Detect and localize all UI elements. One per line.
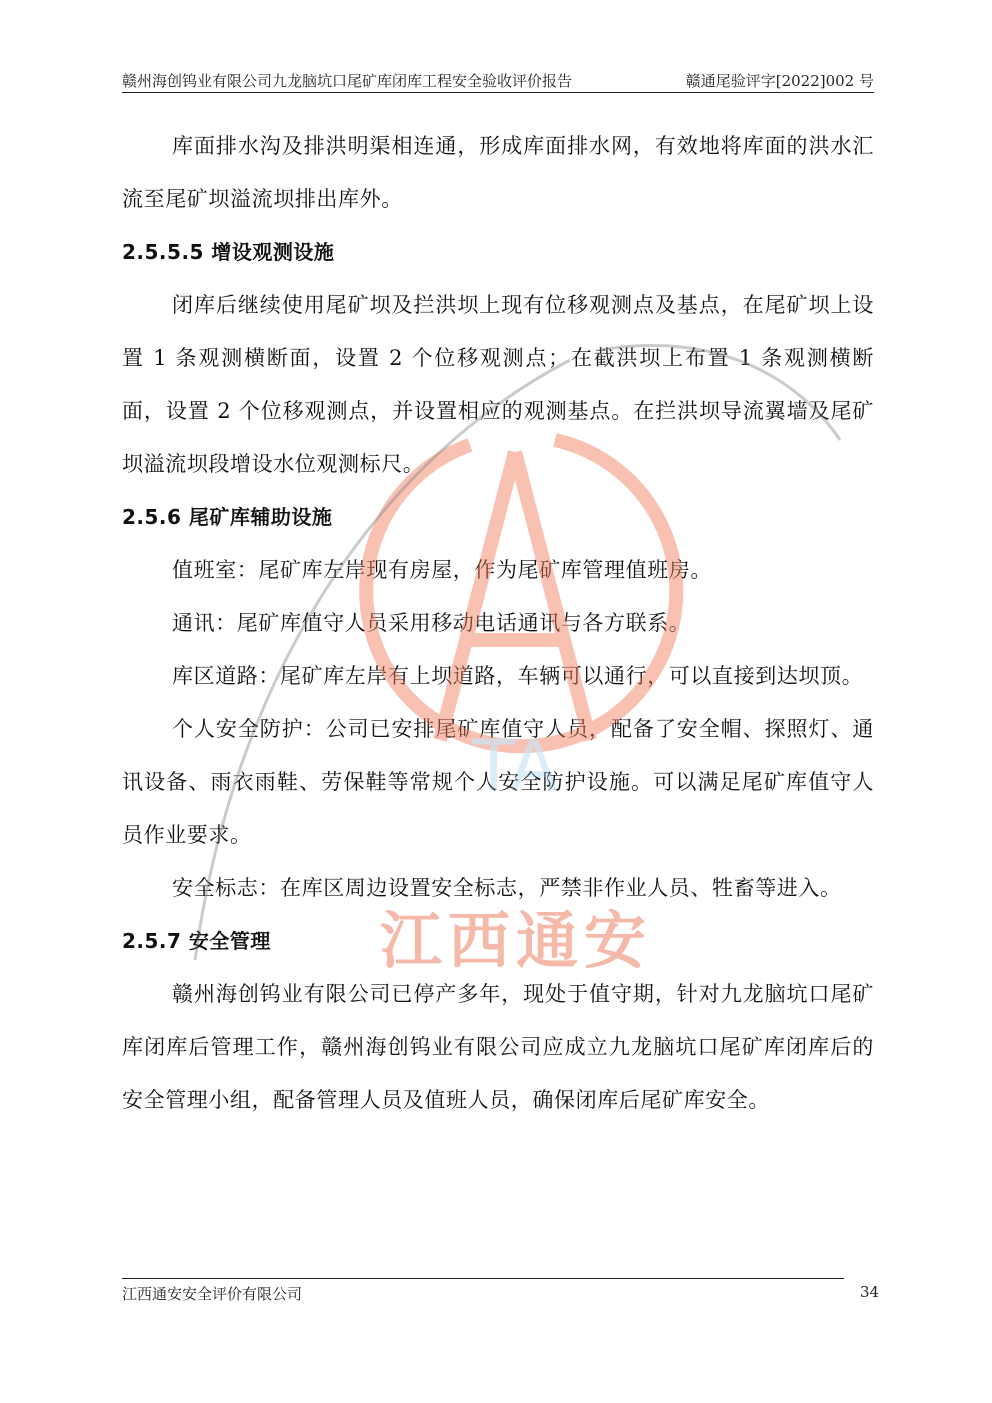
page-header (122, 66, 874, 92)
paragraph-protection: 个人安全防护：公司已安排尾矿库值守人员，配备了安全帽、探照灯、通讯设备、雨衣雨鞋、劳保鞋等常规个人安全防护设施。可以满足尾矿库值守人员作业要求。 (122, 717, 874, 847)
page-body (122, 120, 874, 1127)
paragraph-safety-signs: 安全标志：在库区周边设置安全标志，严禁非作业人员、牲畜等进入。 (172, 876, 842, 900)
paragraph-observation: 闭库后继续使用尾矿坝及拦洪坝上现有位移观测点及基点，在尾矿坝上设置 1 条观测横断面，设置 2 个位移观测点；在截洪坝上布置 1 条观测横断面，设置 2 个位移观测点，并设置相应的观测基点。在拦洪坝导流翼墙及尾矿坝溢流坝段增设水位观测标尺。 (122, 293, 874, 476)
paragraph-management: 赣州海创钨业有限公司已停产多年，现处于值守期，针对九龙脑坑口尾矿库闭库后管理工作，赣州海创钨业有限公司应成立九龙脑坑口尾矿库闭库后的安全管理小组，配备管理人员及值班人员，确保闭库后尾矿库安全。 (122, 982, 874, 1112)
paragraph-communication: 通讯：尾矿库值守人员采用移动电话通讯与各方联系。 (172, 611, 691, 635)
footer-rule (122, 1278, 844, 1279)
section-heading-observation: 2.5.5.5 增设观测设施 (122, 240, 335, 264)
page-number: 34 (860, 1283, 880, 1301)
header-rule (122, 92, 874, 93)
footer-company: 江西通安安全评价有限公司 (122, 1285, 303, 1303)
header-report-title: 赣州海创钨业有限公司九龙脑坑口尾矿库闭库工程安全验收评价报告 (122, 72, 573, 90)
seal-brand-text: 江西通安 (379, 904, 653, 977)
paragraph-duty-room: 值班室：尾矿库左岸现有房屋，作为尾矿库管理值班房。 (172, 558, 712, 582)
section-heading-management: 2.5.7 安全管理 (122, 929, 271, 953)
paragraph-road: 库区道路：尾矿库左岸有上坝道路，车辆可以通行，可以直接到达坝顶。 (172, 664, 864, 688)
section-heading-auxiliary: 2.5.6 尾矿库辅助设施 (122, 505, 333, 529)
header-doc-number: 赣通尾验评字[2022]002 号 (685, 72, 874, 90)
svg-text:TA: TA (472, 725, 558, 807)
paragraph-drainage: 库面排水沟及排洪明渠相连通，形成库面排水网，有效地将库面的洪水汇流至尾矿坝溢流坝排出库外。 (122, 134, 874, 211)
